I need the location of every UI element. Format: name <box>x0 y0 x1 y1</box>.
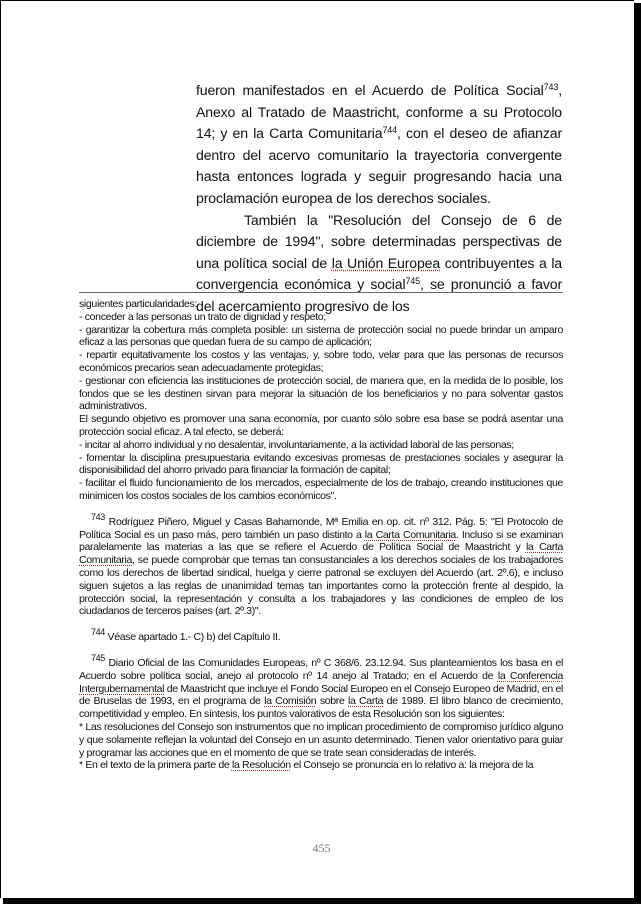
smart-tag-comision: la Comisión <box>264 695 317 708</box>
footnote-ref-744[interactable]: 744 <box>382 125 398 136</box>
continuation-line: - fomentar la disciplina presupuestaria evitando excesivas promesas de prestaciones sociales y asegurar la disponisibilidad del ahorro privado para financiar la formación de capital; <box>79 451 563 477</box>
page-number: 455 <box>312 841 331 855</box>
continuation-line: siguientes particularidades: <box>79 298 198 310</box>
smart-tag-carta: la Carta <box>348 695 384 708</box>
footnote-744: $^{744}$ Véase apartado 1.- C) b) del Capítulo II. <box>91 627 281 644</box>
footnote-number: 744 <box>91 627 105 638</box>
continuation-line: - garantizar la cobertura más completa posible: un sistema de protección social no puede brindar un amparo eficaz a las personas que quedan fuera de su campo de aplicación; <box>79 323 563 349</box>
smart-tag-carta-comunitaria: la Carta Comunitaria <box>79 541 563 567</box>
footnotes-area <box>79 298 563 772</box>
footnote-continuation <box>79 298 563 503</box>
footnote-number: 745 <box>91 652 105 663</box>
page-shadow-bottom <box>3 898 641 904</box>
continuation-line: - repartir equitativamente los costos y las ventajas, y, sobre todo, velar para que las personas de recursos económicos precarios sean adecuadamente protegidas; <box>79 349 563 374</box>
smart-tag-carta-comunitaria: la Carta Comunitaria <box>364 528 456 541</box>
footnote-745-item: * Las resoluciones del Consejo son instrumentos que no implican procedimiento de compromiso jurídico alguno y que solamente reflejan la voluntad del Consejo en un asunto determinado. Tienen valor orientativo para guiar y programar las acciones que en el momento de que se trate sean consideradas de interés. <box>79 720 563 759</box>
page-shadow-right <box>634 3 641 904</box>
footnote-separator <box>79 292 563 293</box>
footnote-ref-743[interactable]: 743 <box>543 82 559 92</box>
footnote-number: 743 <box>91 511 105 522</box>
continuation-line: El segundo objetivo es promover una sana economía, por cuanto sólo sobre esa base se podrá asentar una protección social eficaz. A tal efecto, se deberá: <box>79 413 563 438</box>
smart-tag-conferencia: la Conferencia Intergubernamental <box>79 669 564 695</box>
main-body-text <box>196 80 562 318</box>
footnote-743: $^{743}$ Rodríguez Piñero, Miguel y Casas Bahamonde, Mª Emilia en op. cit. nº 312. Pág. 5: "El Protocolo de Política Social es un paso más, pero también un paso distinto a la Carta Comunitaria. Incluso si se examinan paralelamente las materias a las que se refiere el Acuerdo de Política Social de Maastricht y la Carta Comunitaria, se puede comprobar que temas tan consustanciales a los derechos sociales de los trabajadores como los derechos de libertad sindical, huelga y cierre patronal se excluyen del Acuerdo (art. 2º.6), e incluso siguen sujetos a las reglas de unanimidad temas tan importantes como la protección frente al despido, la protección social, la representación y consulta a los trabajadores y las condiciones de empleo de los ciudadanos de terceros países (art. 2º.3)". <box>79 511 563 618</box>
body-paragraph-1: fueron manifestados en el Acuerdo de Política Social$^{743}$, Anexo al Tratado de Maastricht, conforme a su Protocolo 14; y en la Carta Comunitaria$^{744}$, con el deseo de afianzar dentro del acervo comunitario la trayectoria convergente hasta entonces lograda y seguir progresando hacia una proclamación europea de los derechos sociales. <box>196 82 562 206</box>
footnote-745: $^{745}$ Diario Oficial de las Comunidades Europeas, nº C 368/6. 23.12.94. Sus planteamientos los basa en el Acuerdo sobre política social, anejo al protocolo nº 14 anejo al Tratado; en el Acuerdo de la Conferencia Intergubernamental de Maastricht que incluye el Fondo Social Europeo en el Consejo Europeo de Madrid, en el de Bruselas de 1993, en el programa de la Comisión sobre la Carta de 1989. El libro blanco de crecimiento, competitividad y empleo. En síntesis, los puntos valorativos de esta Resolución son los siguientes: <box>79 652 564 721</box>
continuation-line: - incitar al ahorro individual y no desalentar, involuntariamente, a la actividad laboral de las personas; <box>79 438 514 451</box>
continuation-line: - gestionar con eficiencia las instituciones de protección social, de manera que, en la medida de lo posible, los fondos que se les destinen sirvan para mejorar la situación de los beneficiarios y no para solventar gastos administrativos. <box>79 374 563 413</box>
continuation-line: - facilitar el fluido funcionamiento de los mercados, especialmente de los de trabajo, creando instituciones que minimicen los costos sociales de los cambios económicos". <box>79 477 563 502</box>
body-paragraph-2: También la "Resolución del Consejo de 6 de diciembre de 1994", sobre determinadas perspectivas de una política social de la Unión Europea contribuyentes a la convergencia económica y social$^{745}$, se pronunció a favor del acercamiento progresivo de los <box>196 211 562 314</box>
continuation-line: - conceder a las personas un trato de dignidad y respeto; <box>79 310 326 323</box>
smart-tag-union-europea: la Unión Europea <box>331 254 441 271</box>
footnote-745-item: * En el texto de la primera parte de la Resolución el Consejo se pronuncia en lo relativo a: la mejora de la <box>79 759 534 772</box>
footnote-ref-745[interactable]: 745 <box>405 276 421 287</box>
smart-tag-resolucion: la Resolución <box>231 759 291 772</box>
